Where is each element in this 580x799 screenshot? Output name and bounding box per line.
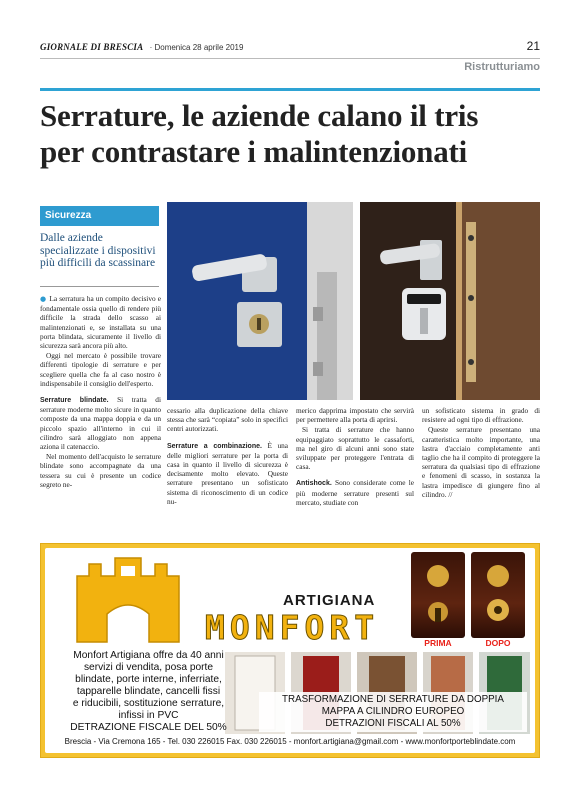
article-paragraph: Serrature blindate. Si tratta di serrature moderne molto sicure in quanto composte da una mappa doppia e da un piccolo spazio all'interno in cui il cilindro sarà alloggiato non appena aziona il catenaccio.	[40, 395, 161, 452]
castle-logo-icon	[73, 554, 183, 646]
advertisement-panel	[45, 548, 535, 753]
article-column-1	[40, 294, 161, 490]
blue-door-handle-illustration	[167, 202, 353, 400]
lock-after-photo	[471, 552, 525, 638]
headline-line-1: Serrature, le aziende calano il tris	[40, 98, 479, 133]
article-column-2	[167, 406, 288, 507]
newspaper-name: GIORNALE DI BRESCIA	[40, 42, 144, 52]
article-paragraph: Oggi nel mercato è possibile trovare differenti tipologie di serrature e per scegliere quella che fa al caso nostro è indispensabile il consiglio dell'esperto.	[40, 351, 161, 388]
masthead	[40, 39, 540, 56]
article-paragraph: Queste serrature presentano una caratteristica molto importante, una lastra d'acciaio completamente anti taglio che ha il compito di proteggere la serratura da qualsiasi tipo di effrazione e fenomeni di scasso, in sostanza la lastra impedisce di giungere fino al cilindro. //	[422, 425, 540, 499]
headline-line-2: per contrastare i malintenzionati	[40, 134, 468, 169]
article-paragraph: un sofisticato sistema in grado di resistere ad ogni tipo di effrazione.	[422, 406, 540, 425]
article-paragraph: Serrature a combinazione. È una delle migliori serrature per la porta di casa in quanto il livello di sicurezza è decisamente molto elevato. Queste serrature presentano un sofisticato sistema di riconoscimento di un codice nu-	[167, 440, 288, 506]
lock-before-photo	[411, 552, 465, 638]
paragraph-lead-in: Serrature blindate.	[40, 397, 109, 405]
header-divider	[40, 58, 540, 59]
article-paragraph: cessario alla duplicazione della chiave stessa che sarà “copiata” solo in specifici centri autorizzati.	[167, 406, 288, 434]
door-lock-photo-left	[167, 202, 353, 400]
article-paragraph: ● La serratura ha un compito decisivo e fondamentale ossia quello di rendere più difficile la strada dello scasso ai malintenzionati e, se installata su una porta blindata, sicuramente il livello di sicurezza sarà ancora più alto.	[40, 294, 161, 351]
article-column-4	[422, 406, 540, 500]
electronic-lock-illustration	[360, 202, 540, 400]
section-label: Ristrutturiamo	[464, 61, 540, 73]
category-tag: Sicurezza	[40, 206, 159, 226]
after-label: DOPO	[485, 638, 511, 648]
bullet-icon: ●	[40, 295, 47, 303]
ad-promo-banner: TRASFORMAZIONE DI SERRATURE DA DOPPIA MAPPA A CILINDRO EUROPEO DETRAZIONI FISCALI AL 50%	[259, 692, 527, 732]
ad-artigiana-label: ARTIGIANA	[283, 592, 376, 609]
ad-contact-line: Brescia - Via Cremona 165 - Tel. 030 226015 Fax. 030 226015 - monfort.artigiana@gmail.com - www.monfortporteblindate.com	[64, 737, 516, 746]
paragraph-lead-in: Antishock.	[296, 480, 332, 488]
article-column-3	[296, 406, 414, 508]
section-rule	[40, 88, 540, 91]
headline	[40, 98, 540, 170]
before-label: PRIMA	[424, 638, 452, 648]
paragraph-lead-in: Serrature a combinazione.	[167, 442, 262, 450]
ad-description: Monfort Artigiana offre da 40 anni servizi di vendita, posa porte blindate, porte interne, inferriate, tapparelle blindate, cancelli fissi e riducibili, sostituzione serrature, infissi in PVC DETRAZIONE FISCALE DEL 50%	[70, 650, 227, 733]
issue-date: · Domenica 28 aprile 2019	[149, 43, 244, 52]
ad-brand-name: MONFORT	[205, 608, 380, 647]
article-paragraph: Antishock. Sono considerate come le più moderne serrature presenti sul mercato, studiate con	[296, 478, 414, 507]
article-paragraph: merico dapprima impostato che servirà per permettere alla porta di aprirsi.	[296, 406, 414, 425]
subhead-divider	[40, 286, 159, 287]
page-number: 21	[526, 39, 540, 53]
advertisement	[40, 543, 540, 758]
article-paragraph: Si tratta di serrature che hanno equipaggiato soprattutto le cassaforti, ma nel giro di alcuni anni sono state sviluppate per proteggere l'entrata di casa.	[296, 425, 414, 472]
article-paragraph: Nel momento dell'acquisto le serrature blindate sono accompagnate da una tessera su cui è presente un codice segreto ne-	[40, 452, 161, 489]
door-lock-photo-right	[360, 202, 540, 400]
subheadline: Dalle aziende specializzate i dispositivi più difficili da scassinare	[40, 232, 156, 269]
